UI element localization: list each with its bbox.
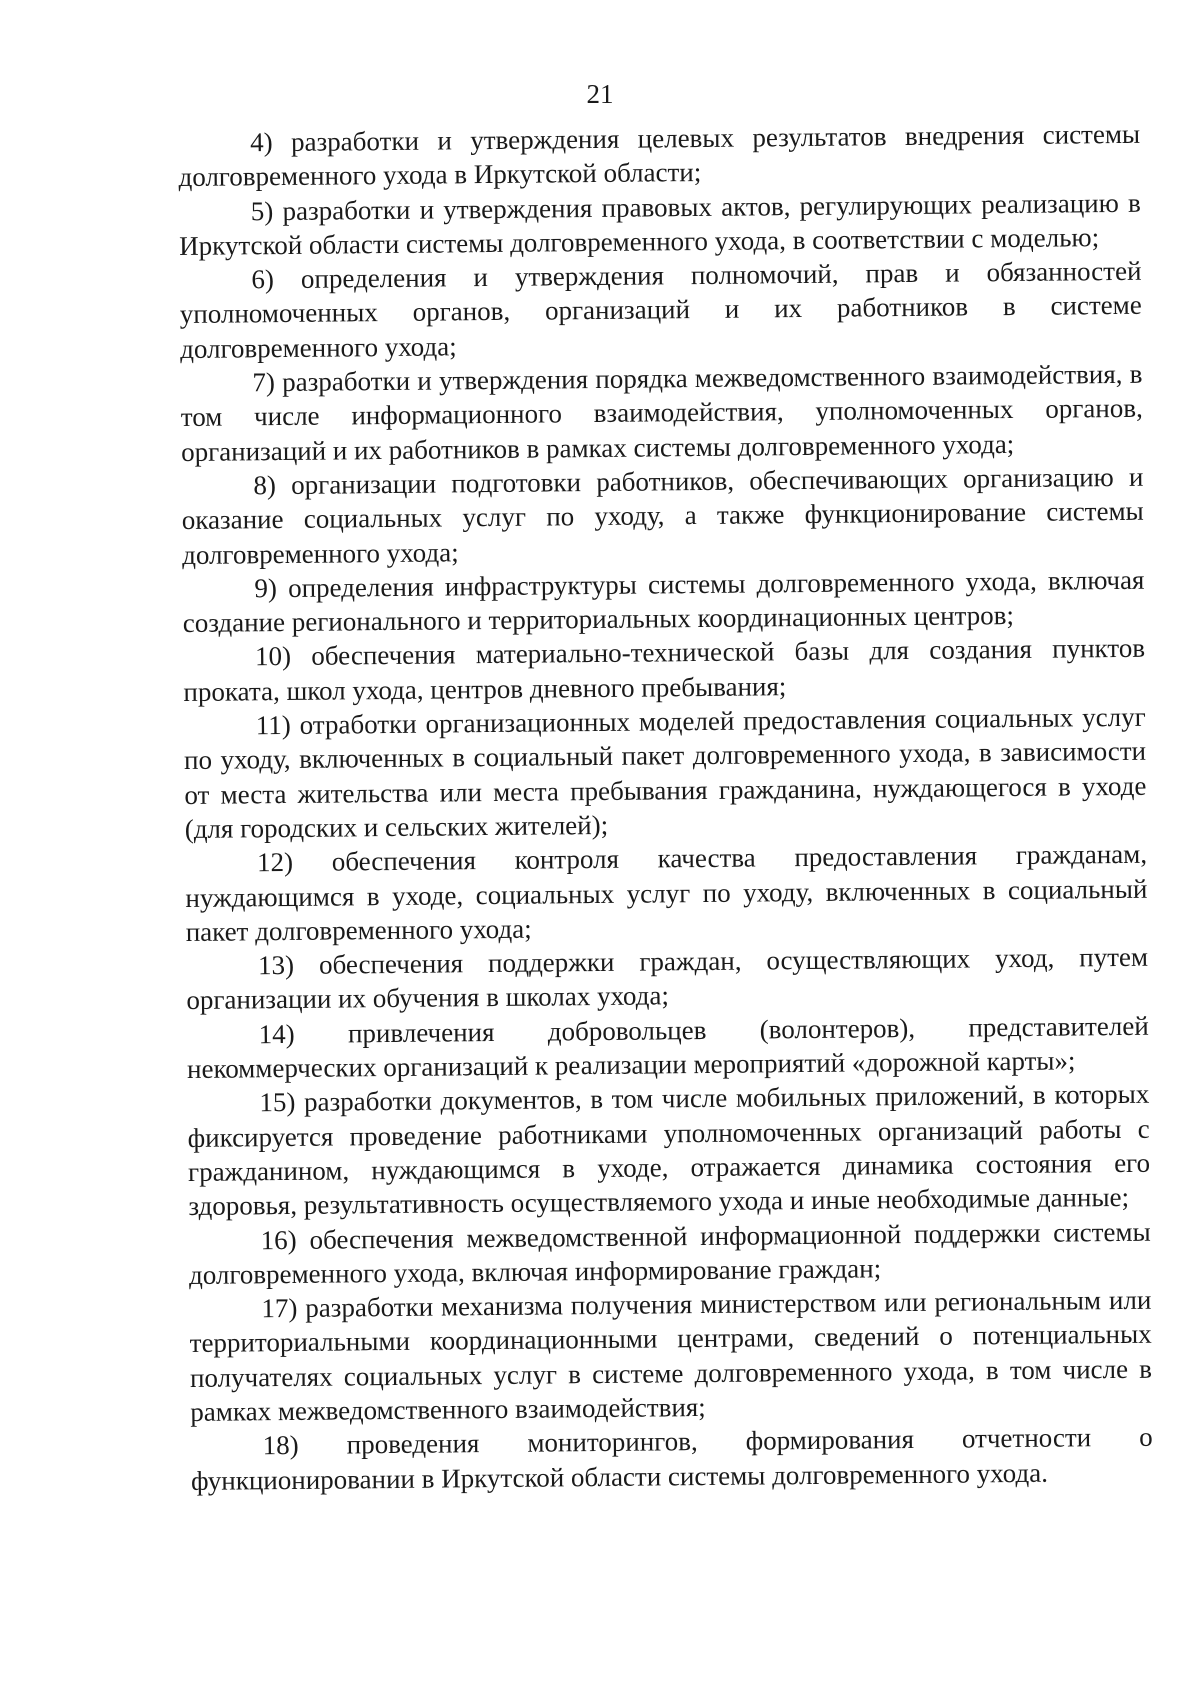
list-item: 11) отработки организационных моделей предоставления социальных услуг по уходу, включенных в социальный пакет долговременного ухода, в зависимости от места жительства или места пребывания гражданина, нуждающегося в уходе (для городских и сельских жителей); bbox=[183, 701, 1147, 844]
list-item: 9) определения инфраструктуры системы долговременного ухода, включая создание регионального и территориальных координационных центров; bbox=[182, 564, 1145, 639]
list-item: 15) разработки документов, в том числе мобильных приложений, в которых фиксируется проведение работниками уполномоченных организаций работы с гражданином, нуждающимся в уходе, отражается динамика состояния его здоровья, результативность осуществляемого ухода и иные необходимые данные; bbox=[187, 1079, 1151, 1222]
list-item: 17) разработки механизма получения министерством или региональным или территориальными координационными центрами, сведений о потенциальных получателях социальных услуг в системе долговременного ухода, в том числе в рамках межведомственного взаимодействия; bbox=[189, 1284, 1153, 1427]
list-item: 5) разработки и утверждения правовых актов, регулирующих реализацию в Иркутской области системы долговременного ухода, в соответствии с моделью; bbox=[179, 187, 1141, 261]
list-item: 7) разработки и утверждения порядка межведомственного взаимодействия, в том числе информационного взаимодействия, уполномоченных органов, организаций и их работников в рамках системы долговременного ухода; bbox=[180, 358, 1143, 467]
document-body bbox=[178, 117, 1153, 1498]
list-item: 8) организации подготовки работников, обеспечивающих организацию и оказание социальных услуг по уходу, а также функционирование системы долговременного ухода; bbox=[181, 461, 1144, 570]
page-number: 21 bbox=[586, 79, 614, 109]
list-item: 18) проведения мониторингов, формирования отчетности о функционировании в Иркутской области системы долговременного ухода. bbox=[190, 1421, 1153, 1496]
list-item: 16) обеспечения межведомственной информационной поддержки системы долговременного ухода, включая информирование граждан; bbox=[188, 1216, 1151, 1290]
list-item: 13) обеспечения поддержки граждан, осуществляющих уход, путем организации их обучения в школах ухода; bbox=[186, 941, 1149, 1016]
list-item: 6) определения и утверждения полномочий, прав и обязанностей уполномоченных органов, организаций и их работников в системе долговременного ухода; bbox=[179, 255, 1142, 364]
list-item: 4) разработки и утверждения целевых результатов внедрения системы долговременного ухода в Иркутской области; bbox=[178, 118, 1141, 193]
list-item: 12) обеспечения контроля качества предоставления гражданам, нуждающимся в уходе, социальных услуг по уходу, включенных в социальный пакет долговременного ухода; bbox=[185, 838, 1148, 947]
list-item: 10) обеспечения материально-технической базы для создания пунктов проката, школ ухода, центров дневного пребывания; bbox=[183, 633, 1146, 707]
list-item: 14) привлечения добровольцев (волонтеров), представителей некоммерческих организаций к реализации мероприятий «дорожной карты»; bbox=[186, 1010, 1149, 1084]
